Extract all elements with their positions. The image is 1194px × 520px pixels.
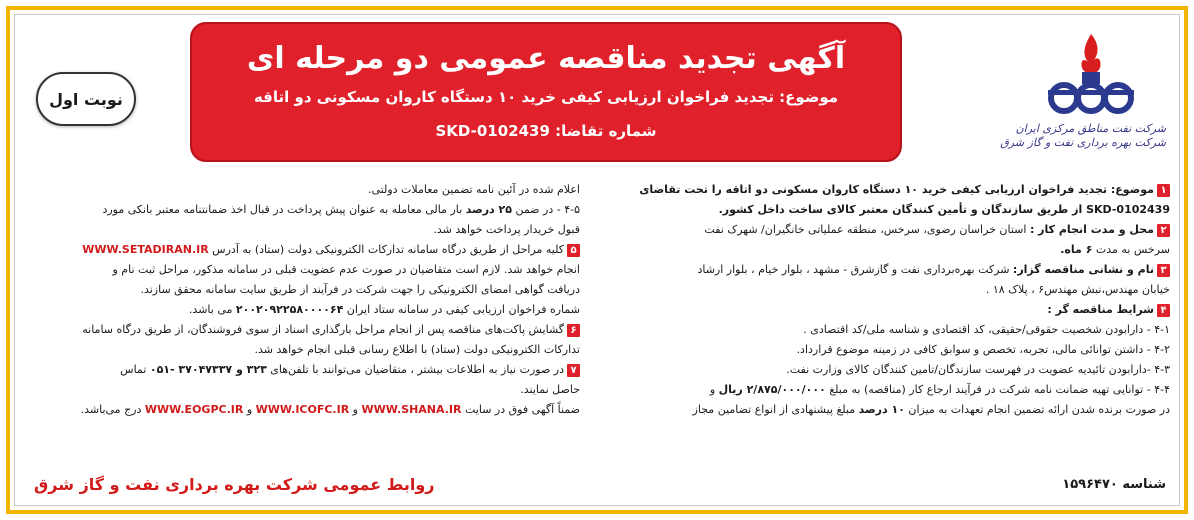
clause-4-5-text: ۴-۵ - در ضمن bbox=[511, 203, 580, 216]
logo-text-line1: شرکت نفت مناطق مرکزی ایران bbox=[1015, 122, 1166, 135]
left-line-1: اعلام شده در آئین نامه تضمین معاملات دولتی. bbox=[367, 183, 580, 196]
websites-line bbox=[24, 400, 580, 420]
clause-2-heading: محل و مدت انجام کار : bbox=[1029, 223, 1154, 236]
public-relations-footer: روابط عمومی شرکت بهره برداری نفت و گاز شرق bbox=[34, 475, 435, 494]
clause-number-3: ۳ bbox=[1157, 264, 1170, 277]
clause-number-5: ۵ bbox=[567, 244, 580, 257]
request-number: شماره تقاضا: SKD-0102439 bbox=[435, 122, 657, 140]
clause-2-text: استان خراسان رضوی، سرخس، منطقه عملیاتی خانگیران/ شهرک نفت bbox=[704, 223, 1030, 236]
setadiran-link[interactable]: WWW.SETADIRAN.IR bbox=[82, 243, 209, 256]
ad-identifier: شناسه ۱۵۹۶۴۷۰ bbox=[1062, 477, 1166, 492]
clause-4-3: ۴-۳ -دارابودن تائیدیه عضویت در فهرست سازندگان/تامین کنندگان کالای وزارت نفت. bbox=[786, 363, 1170, 376]
clause-4-heading bbox=[586, 300, 1170, 320]
clause-2-duration: ۶ ماه. bbox=[1060, 243, 1093, 256]
title-banner bbox=[190, 22, 902, 162]
ad-frame bbox=[6, 6, 1188, 514]
clause-number-4: ۴ bbox=[1157, 304, 1170, 317]
clause-4-4-line2-suffix: مبلغ پیشنهادی از انواع تضامین مجاز bbox=[692, 403, 859, 416]
clause-6-line-1 bbox=[24, 320, 580, 340]
clause-1-line-1 bbox=[586, 180, 1170, 200]
clause-number-1: ۱ bbox=[1157, 184, 1170, 197]
icofc-link[interactable]: WWW.ICOFC.IR bbox=[255, 403, 350, 416]
ad-title: آگهی تجدید مناقصه عمومی دو مرحله ای bbox=[246, 41, 846, 76]
publication-round-badge: نوبت اول bbox=[36, 72, 136, 126]
websites-and-2: و bbox=[243, 403, 256, 416]
clause-3-line-2: خیابان مهندس،نبش مهندس۶ ، پلاک ۱۸ . bbox=[985, 283, 1170, 296]
clause-1-line-2: SKD-0102439 از طریق سازندگان و تأمین کنندگان معتبر کالای ساخت داخل کشور. bbox=[718, 203, 1170, 216]
clause-5-line-1 bbox=[24, 240, 580, 260]
clause-6-text: گشایش پاکت‌های مناقصه پس از انجام مراحل بارگذاری اسناد از سوی فروشندگان، از طریق درگاه سامانه bbox=[82, 323, 564, 336]
clause-7-line-1 bbox=[24, 360, 580, 380]
clause-number-2: ۲ bbox=[1157, 224, 1170, 237]
left-column bbox=[24, 180, 580, 420]
commitment-percent: ۱۰ درصد bbox=[858, 403, 905, 416]
websites-suffix: درج می‌باشد. bbox=[80, 403, 145, 416]
clause-5-line-4 bbox=[24, 300, 580, 320]
clause-4-1: ۴-۱ - دارابودن شخصیت حقوقی/حقیقی، کد اقتصادی و شناسه ملی/کد اقتصادی . bbox=[803, 323, 1170, 336]
clause-5-line-2: انجام خواهد شد. لازم است متقاضیان در صورت عدم عضویت قبلی در سامانه مذکور، مراحل ثبت نام و bbox=[112, 263, 580, 276]
clause-2-line-1 bbox=[586, 220, 1170, 240]
clause-4-4-suffix: و bbox=[709, 383, 719, 396]
oil-flame-logo-icon bbox=[1036, 30, 1146, 120]
clause-3-text: شرکت بهره‌برداری نفت و گازشرق - مشهد ، بلوار خیام ، بلوار ارشاد bbox=[697, 263, 1013, 276]
clause-4-5 bbox=[24, 200, 580, 220]
tender-number-suffix: می باشد. bbox=[188, 303, 236, 316]
eogpc-link[interactable]: WWW.EOGPC.IR bbox=[144, 403, 244, 416]
clause-4-5-suffix: بار مالی معامله به عنوان پیش پرداخت در قبال اخذ ضمانتنامه معتبر بانکی مورد bbox=[102, 203, 466, 216]
ad-subject: موضوع: تجدید فراخوان ارزیابی کیفی خرید ۱۰ دستگاه کاروان مسکونی دو اتاقه bbox=[253, 88, 839, 106]
clause-6-line-2: تدارکات الکترونیکی دولت (ستاد) با اطلاع رسانی قبلی انجام خواهد شد. bbox=[254, 343, 580, 356]
clause-4-2: ۴-۲ - داشتن توانائی مالی، تجربه، تخصص و سوابق کافی در زمینه موضوع قرارداد. bbox=[796, 343, 1170, 356]
clause-5-line-3: دریافت گواهی امضای الکترونیکی را جهت شرکت در فرآیند از طریق سایت سامانه محقق سازند. bbox=[140, 283, 580, 296]
websites-and-1: و bbox=[349, 403, 362, 416]
clause-4-4-line2-text: در صورت برنده شدن ارائه تضمین انجام تعهدات به میزان bbox=[904, 403, 1170, 416]
clause-7-suffix: تماس bbox=[120, 363, 150, 376]
clause-7-text: در صورت نیاز به اطلاعات بیشتر ، متقاضیان می‌توانند با تلفن‌های bbox=[266, 363, 564, 376]
websites-text: ضمناً آگهی فوق در سایت bbox=[461, 403, 580, 416]
tender-number-label: شماره فراخوان ارزیابی کیفی در سامانه ستاد ایران bbox=[343, 303, 580, 316]
clause-7-line-2: حاصل نمایند. bbox=[520, 383, 580, 396]
guarantee-amount: ۲/۸۷۵/۰۰۰/۰۰۰ ریال bbox=[718, 383, 826, 396]
clause-3-heading: نام و نشانی مناقصه گزار: bbox=[1012, 263, 1154, 276]
tender-number: ۲۰۰۲۰۹۲۲۵۸۰۰۰۰۶۴ bbox=[235, 303, 344, 316]
clause-4-4-line-2 bbox=[586, 400, 1170, 420]
clause-2-line-2 bbox=[586, 240, 1170, 260]
clause-3-line-1 bbox=[586, 260, 1170, 280]
clause-1-text: موضوع: تجدید فراخوان ارزیابی کیفی خرید ۱۰ دستگاه کاروان مسکونی دو اتاقه را تحت تقاضای bbox=[639, 183, 1154, 196]
logo-text-line2: شرکت بهره برداری نفت و گاز شرق bbox=[1000, 136, 1166, 149]
clause-4-heading-text: شرایط مناقصه گر : bbox=[1047, 303, 1154, 316]
phone-numbers: ۳۲۳ و ۳۷۰۴۷۳۳۷ -۰۵۱ bbox=[149, 363, 267, 376]
right-column bbox=[586, 180, 1170, 420]
clause-2-duration-text: سرخس به مدت bbox=[1092, 243, 1170, 256]
prepayment-percent: ۲۵ درصد bbox=[465, 203, 512, 216]
clause-4-5-line-2: قبول خریدار پرداخت خواهد شد. bbox=[433, 223, 580, 236]
clause-4-4 bbox=[586, 380, 1170, 400]
company-logo bbox=[1000, 30, 1166, 170]
clause-5-text: کلیه مراحل از طریق درگاه سامانه تدارکات الکترونیکی دولت (ستاد) به آدرس bbox=[208, 243, 564, 256]
clause-number-6: ۶ bbox=[567, 324, 580, 337]
clause-number-7: ۷ bbox=[567, 364, 580, 377]
shana-link[interactable]: WWW.SHANA.IR bbox=[361, 403, 462, 416]
clause-4-4-text: ۴-۴ - توانایی تهیه ضمانت نامه شرکت در فرآیند ارجاع کار (مناقصه) به مبلغ bbox=[825, 383, 1170, 396]
